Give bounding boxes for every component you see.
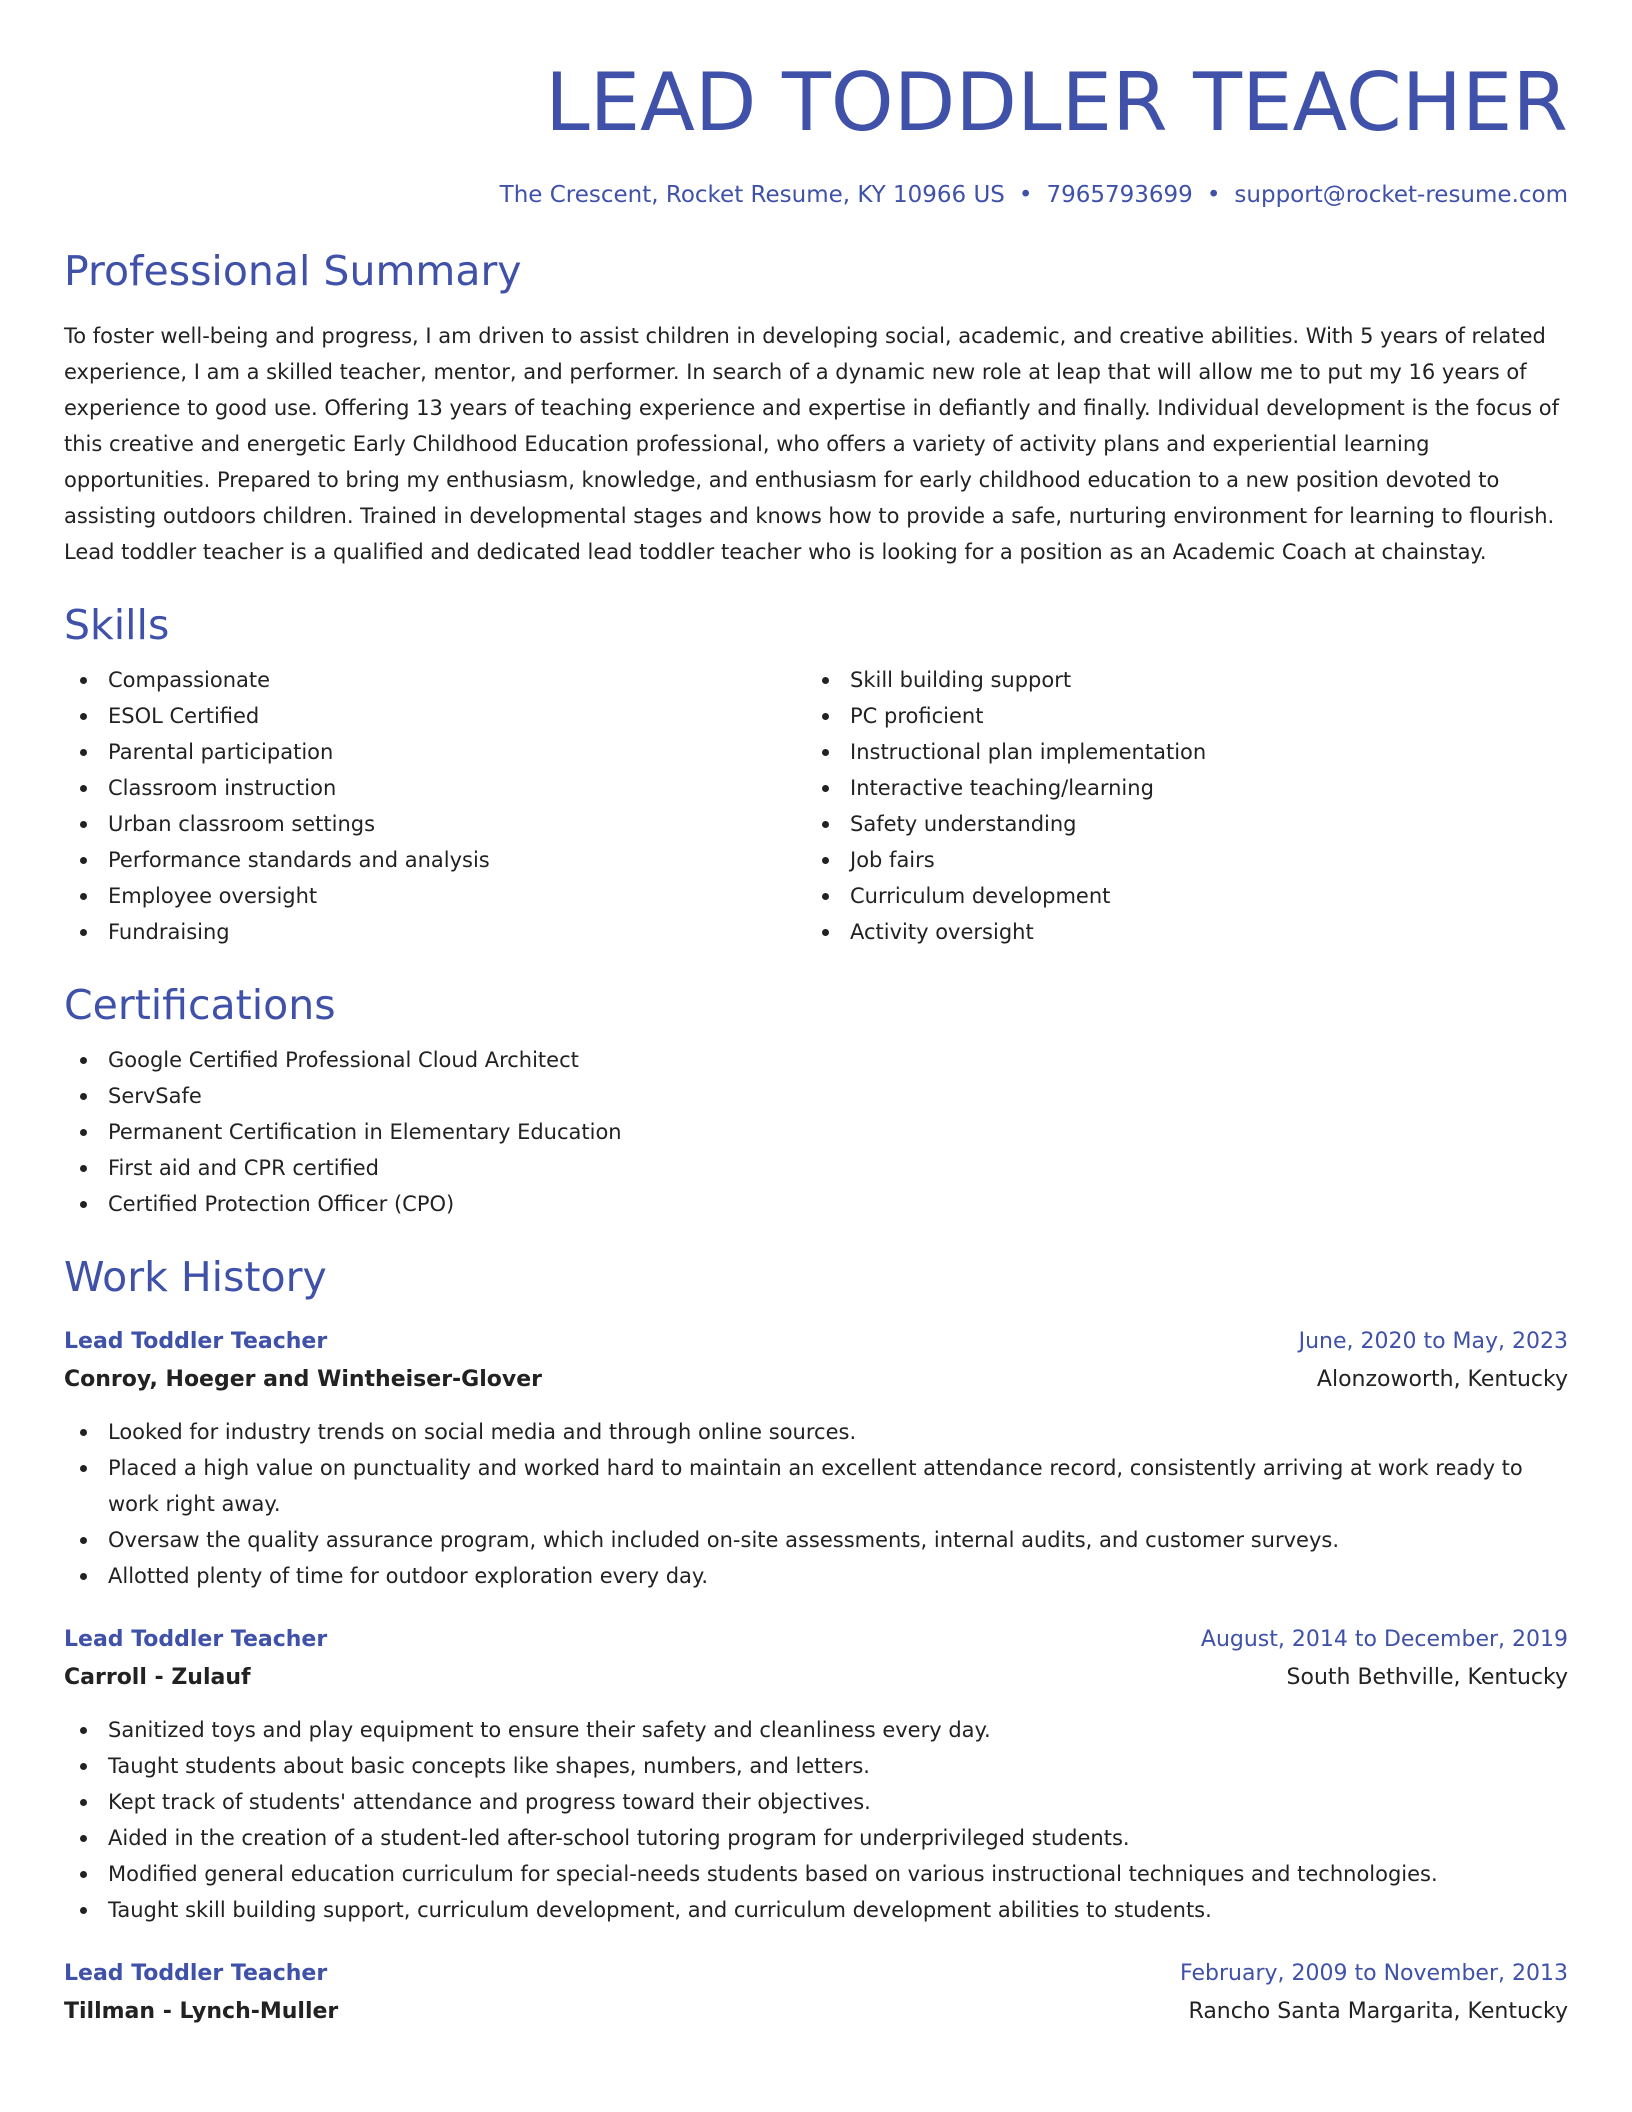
- skill-item: Parental participation: [64, 734, 806, 770]
- job-title: Lead Toddler Teacher: [64, 1961, 328, 1986]
- job-bullet: Kept track of students' attendance and progress toward their objectives.: [64, 1784, 1568, 1820]
- certification-item: Google Certified Professional Cloud Architect: [64, 1042, 1568, 1078]
- job-company-row: [64, 1992, 1568, 2032]
- certifications-list: [64, 1042, 1568, 1222]
- job-bullet: Taught students about basic concepts like shapes, numbers, and letters.: [64, 1748, 1568, 1784]
- contact-email: support@rocket-resume.com: [1234, 182, 1568, 208]
- skills-heading: Skills: [64, 601, 170, 649]
- job-entry: [64, 1956, 1568, 2032]
- skill-item: Performance standards and analysis: [64, 842, 806, 878]
- skill-item: Urban classroom settings: [64, 806, 806, 842]
- summary-heading: Professional Summary: [64, 247, 522, 295]
- skill-item: Employee oversight: [64, 878, 806, 914]
- skill-item: Instructional plan implementation: [806, 734, 1548, 770]
- skills-list-left: [64, 662, 806, 950]
- job-company: Conroy, Hoeger and Wintheiser-Glover: [64, 1367, 543, 1392]
- job-bullets: [64, 1414, 1568, 1594]
- resume-page: [64, 0, 1568, 2032]
- contact-phone: 7965793699: [1046, 182, 1193, 208]
- contact-separator: •: [1206, 182, 1221, 208]
- skill-item: Job fairs: [806, 842, 1548, 878]
- job-bullet: Taught skill building support, curriculum development, and curriculum development abilities to students.: [64, 1892, 1568, 1928]
- skill-item: Classroom instruction: [64, 770, 806, 806]
- certification-item: Certified Protection Officer (CPO): [64, 1186, 1568, 1222]
- resume-name-title: LEAD TODDLER TEACHER: [545, 56, 1568, 149]
- job-location: South Bethville, Kentucky: [1286, 1665, 1568, 1690]
- job-bullets: [64, 1712, 1568, 1928]
- job-entry: [64, 1622, 1568, 1928]
- job-dates: June, 2020 to May, 2023: [1298, 1329, 1568, 1354]
- skill-item: Compassionate: [64, 662, 806, 698]
- certifications-heading: Certifications: [64, 981, 336, 1029]
- job-company-row: [64, 1658, 1568, 1698]
- job-bullet: Looked for industry trends on social media and through online sources.: [64, 1414, 1568, 1450]
- contact-line: [64, 180, 1568, 210]
- job-bullet: Allotted plenty of time for outdoor exploration every day.: [64, 1558, 1568, 1594]
- job-company: Tillman - Lynch-Muller: [64, 1999, 339, 2024]
- job-title: Lead Toddler Teacher: [64, 1329, 328, 1354]
- job-company: Carroll - Zulauf: [64, 1665, 251, 1690]
- job-title: Lead Toddler Teacher: [64, 1627, 328, 1652]
- skill-item: Safety understanding: [806, 806, 1548, 842]
- job-title-row: [64, 1622, 1568, 1658]
- skills-list-right: [806, 662, 1548, 950]
- skill-item: Fundraising: [64, 914, 806, 950]
- job-company-row: [64, 1360, 1568, 1400]
- certification-item: Permanent Certification in Elementary Education: [64, 1114, 1568, 1150]
- skill-item: Curriculum development: [806, 878, 1548, 914]
- contact-separator: •: [1018, 182, 1033, 208]
- job-bullet: Modified general education curriculum for special-needs students based on various instructional techniques and technologies.: [64, 1856, 1568, 1892]
- summary-text: To foster well-being and progress, I am driven to assist children in developing social, academic, and creative abilities. With 5 years of related experience, I am a skilled teacher, mentor, and performer. In search of a dynamic new role at leap that will allow me to put my 16 years of experience to good use. Offering 13 years of teaching experience and expertise in defiantly and finally. Individual development is the focus of this creative and energetic Early Childhood Education professional, who offers a variety of activity plans and experiential learning opportunities. Prepared to bring my enthusiasm, knowledge, and enthusiasm for early childhood education to a new position devoted to assisting outdoors children. Trained in developmental stages and knows how to provide a safe, nurturing environment for learning to flourish. Lead toddler teacher is a qualified and dedicated lead toddler teacher who is looking for a position as an Academic Coach at chainstay.: [64, 324, 1559, 564]
- skill-item: PC proficient: [806, 698, 1548, 734]
- job-dates: August, 2014 to December, 2019: [1200, 1627, 1568, 1652]
- skill-item: Interactive teaching/learning: [806, 770, 1548, 806]
- job-title-row: [64, 1956, 1568, 1992]
- certification-item: First aid and CPR certified: [64, 1150, 1568, 1186]
- skills-grid: [64, 662, 1568, 950]
- job-bullet: Sanitized toys and play equipment to ensure their safety and cleanliness every day.: [64, 1712, 1568, 1748]
- job-location: Rancho Santa Margarita, Kentucky: [1188, 1999, 1568, 2024]
- job-entry: [64, 1324, 1568, 1594]
- skill-item: ESOL Certified: [64, 698, 806, 734]
- job-dates: February, 2009 to November, 2013: [1180, 1961, 1568, 1986]
- job-title-row: [64, 1324, 1568, 1360]
- certification-item: ServSafe: [64, 1078, 1568, 1114]
- skill-item: Activity oversight: [806, 914, 1548, 950]
- job-bullet: Oversaw the quality assurance program, which included on-site assessments, internal audits, and customer surveys.: [64, 1522, 1568, 1558]
- job-bullet: Placed a high value on punctuality and worked hard to maintain an excellent attendance record, consistently arriving at work ready to work right away.: [64, 1450, 1568, 1522]
- work-history-heading: Work History: [64, 1253, 327, 1301]
- contact-address: The Crescent, Rocket Resume, KY 10966 US: [499, 182, 1005, 208]
- job-bullet: Aided in the creation of a student-led after-school tutoring program for underprivileged students.: [64, 1820, 1568, 1856]
- job-location: Alonzoworth, Kentucky: [1316, 1367, 1568, 1392]
- skill-item: Skill building support: [806, 662, 1548, 698]
